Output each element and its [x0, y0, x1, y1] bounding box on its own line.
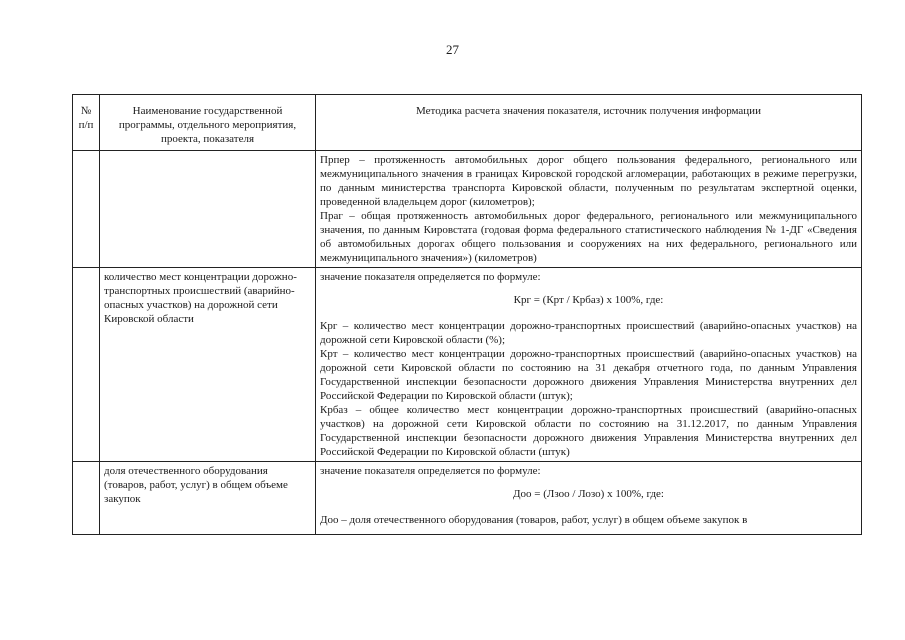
row-method-cell [316, 268, 862, 462]
header-num: № п/п [73, 95, 100, 151]
table-row [73, 151, 862, 268]
row-name-cell [100, 151, 316, 268]
header-method: Методика расчета значения показателя, источник получения информации [316, 95, 862, 151]
table-header-row [73, 95, 862, 151]
row-num-cell [73, 268, 100, 462]
page-number: 27 [446, 42, 459, 57]
indicator-name: количество мест концентрации дорожно-транспортных происшествий (аварийно-опасных участков) на дорожной сети Кировской области [104, 271, 297, 325]
definition-paragraph: Доо – доля отечественного оборудования (товаров, работ, услуг) в общем объеме закупок в [320, 514, 748, 526]
definition-paragraph: Крг – количество мест концентрации дорожно-транспортных происшествий (аварийно-опасных участков) на дорожной сети Кировской области (%); [320, 320, 857, 346]
row-name-cell [100, 268, 316, 462]
row-method-cell [316, 151, 862, 268]
row-num-cell [73, 462, 100, 535]
table-row [73, 268, 862, 462]
definition-paragraph: Прпер – протяженность автомобильных дорог общего пользования федерального, регионального или межмуниципального значения в границах Кировской городской агломерации, работающих в режиме перегрузки, по данным министерства транспорта Кировской области, полученным по результатам экспертной оценки, проведенной владельцем дорог (километров); [320, 154, 857, 208]
indicator-name: доля отечественного оборудования (товаров, работ, услуг) в общем объеме закупок [104, 465, 288, 505]
row-num-cell [73, 151, 100, 268]
definition-paragraph: Крт – количество мест концентрации дорожно-транспортных происшествий (аварийно-опасных участков) на дорожной сети Кировской области по состоянию на 31 декабря отчетного года, по данным Управления Государственной инспекции безопасности дорожного движения Управления Министерства внутренних дел Российской Федерации по Кировской области (штук); [320, 348, 857, 402]
formula-intro: значение показателя определяется по формуле: [320, 465, 541, 477]
row-method-cell [316, 462, 862, 535]
definition-paragraph: Праг – общая протяженность автомобильных дорог федерального, регионального или межмуниципального значения, по данным Кировстата (годовая форма федерального статистического наблюдения № 1-ДГ «Сведения об автомобильных дорогах общего пользования и сооружениях на них федерального, регионального или межмуниципального значения») (километров) [320, 210, 857, 264]
table-row [73, 462, 862, 535]
formula-intro: значение показателя определяется по формуле: [320, 271, 541, 283]
definition-paragraph: Крбаз – общее количество мест концентрации дорожно-транспортных происшествий (аварийно-опасных участков) на дорожной сети Кировской области по состоянию на 31.12.2017, по данным Управления Государственной инспекции безопасности дорожного движения Управления Министерства внутренних дел Российской Федерации по Кировской области (штук) [320, 404, 857, 458]
formula: Крг = (Крт / Крбаз) х 100%, где: [513, 294, 664, 306]
methodology-table [72, 94, 862, 535]
header-name: Наименование государственной программы, отдельного мероприятия, проекта, показателя [100, 95, 316, 151]
row-name-cell [100, 462, 316, 535]
formula: Доо = (Лзоо / Лозо) х 100%, где: [513, 488, 664, 500]
